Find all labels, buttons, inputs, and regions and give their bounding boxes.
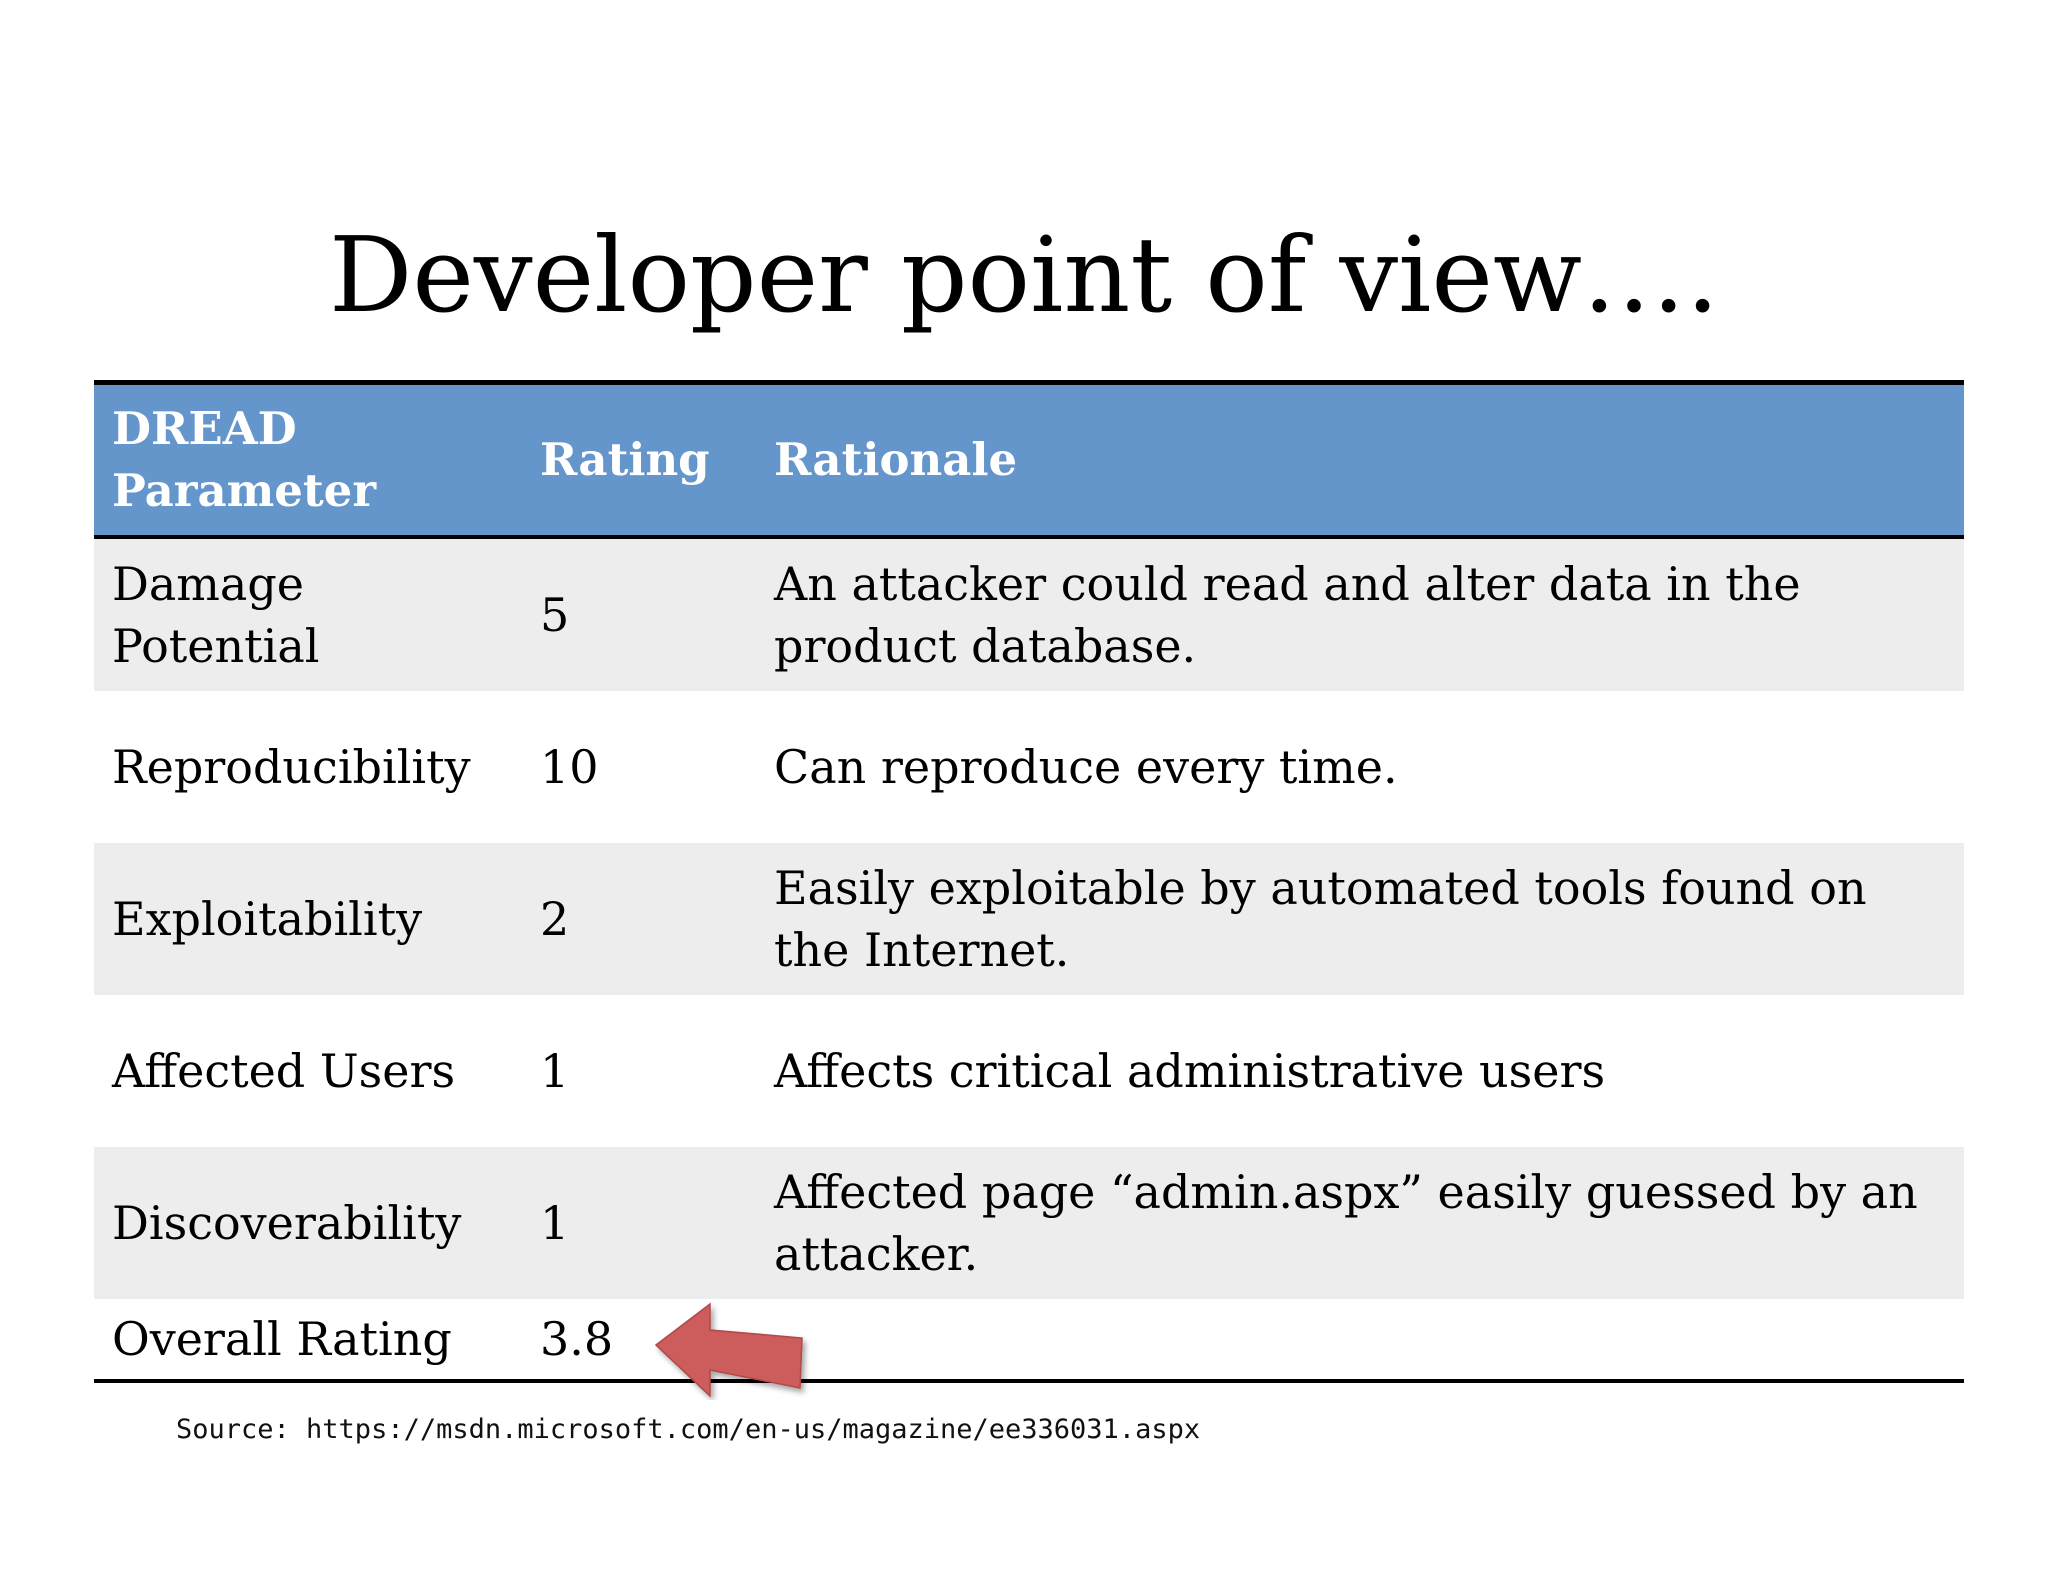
slide-title: Developer point of view…. bbox=[328, 214, 1720, 336]
rating-cell: 5 bbox=[540, 588, 570, 642]
rating-cell: 1 bbox=[540, 1044, 570, 1098]
table-row bbox=[94, 691, 1964, 843]
parameter-cell: Exploitability bbox=[112, 892, 423, 946]
rationale-cell: Easily exploitable by automated tools found on the Internet. bbox=[774, 861, 1867, 977]
table-row bbox=[94, 1147, 1964, 1299]
parameter-cell: Reproducibility bbox=[112, 740, 471, 794]
rationale-cell: An attacker could read and alter data in the product database. bbox=[774, 557, 1801, 673]
header-parameter bbox=[94, 398, 526, 522]
arrow-left-icon bbox=[650, 1300, 810, 1400]
parameter-cell: Discoverability bbox=[112, 1196, 462, 1250]
parameter-cell bbox=[94, 553, 526, 677]
dread-table bbox=[94, 380, 1964, 1383]
rationale-cell: Affects critical administrative users bbox=[774, 1044, 1606, 1098]
header-rating: Rating bbox=[540, 433, 710, 486]
source-citation: Source: https://msdn.microsoft.com/en-us/magazine/ee336031.aspx bbox=[176, 1414, 1201, 1445]
rating-cell: 1 bbox=[540, 1196, 570, 1250]
rationale-cell: Affected page “admin.aspx” easily guessed by an attacker. bbox=[774, 1165, 1918, 1281]
parameter-cell: Affected Users bbox=[112, 1044, 456, 1098]
rating-cell: 2 bbox=[540, 892, 570, 946]
parameter-label: Damage Potential bbox=[112, 557, 320, 673]
table-row bbox=[94, 843, 1964, 995]
overall-rating-value: 3.8 bbox=[540, 1312, 614, 1366]
rationale-cell: Can reproduce every time. bbox=[774, 740, 1398, 794]
header-parameter-label: DREAD Parameter bbox=[112, 402, 377, 517]
overall-rating-row bbox=[94, 1299, 1964, 1379]
overall-rating-label: Overall Rating bbox=[112, 1312, 452, 1366]
table-row bbox=[94, 995, 1964, 1147]
table-header-row bbox=[94, 385, 1964, 539]
header-rationale: Rationale bbox=[774, 433, 1018, 486]
rating-cell: 10 bbox=[540, 740, 599, 794]
table-row bbox=[94, 539, 1964, 691]
